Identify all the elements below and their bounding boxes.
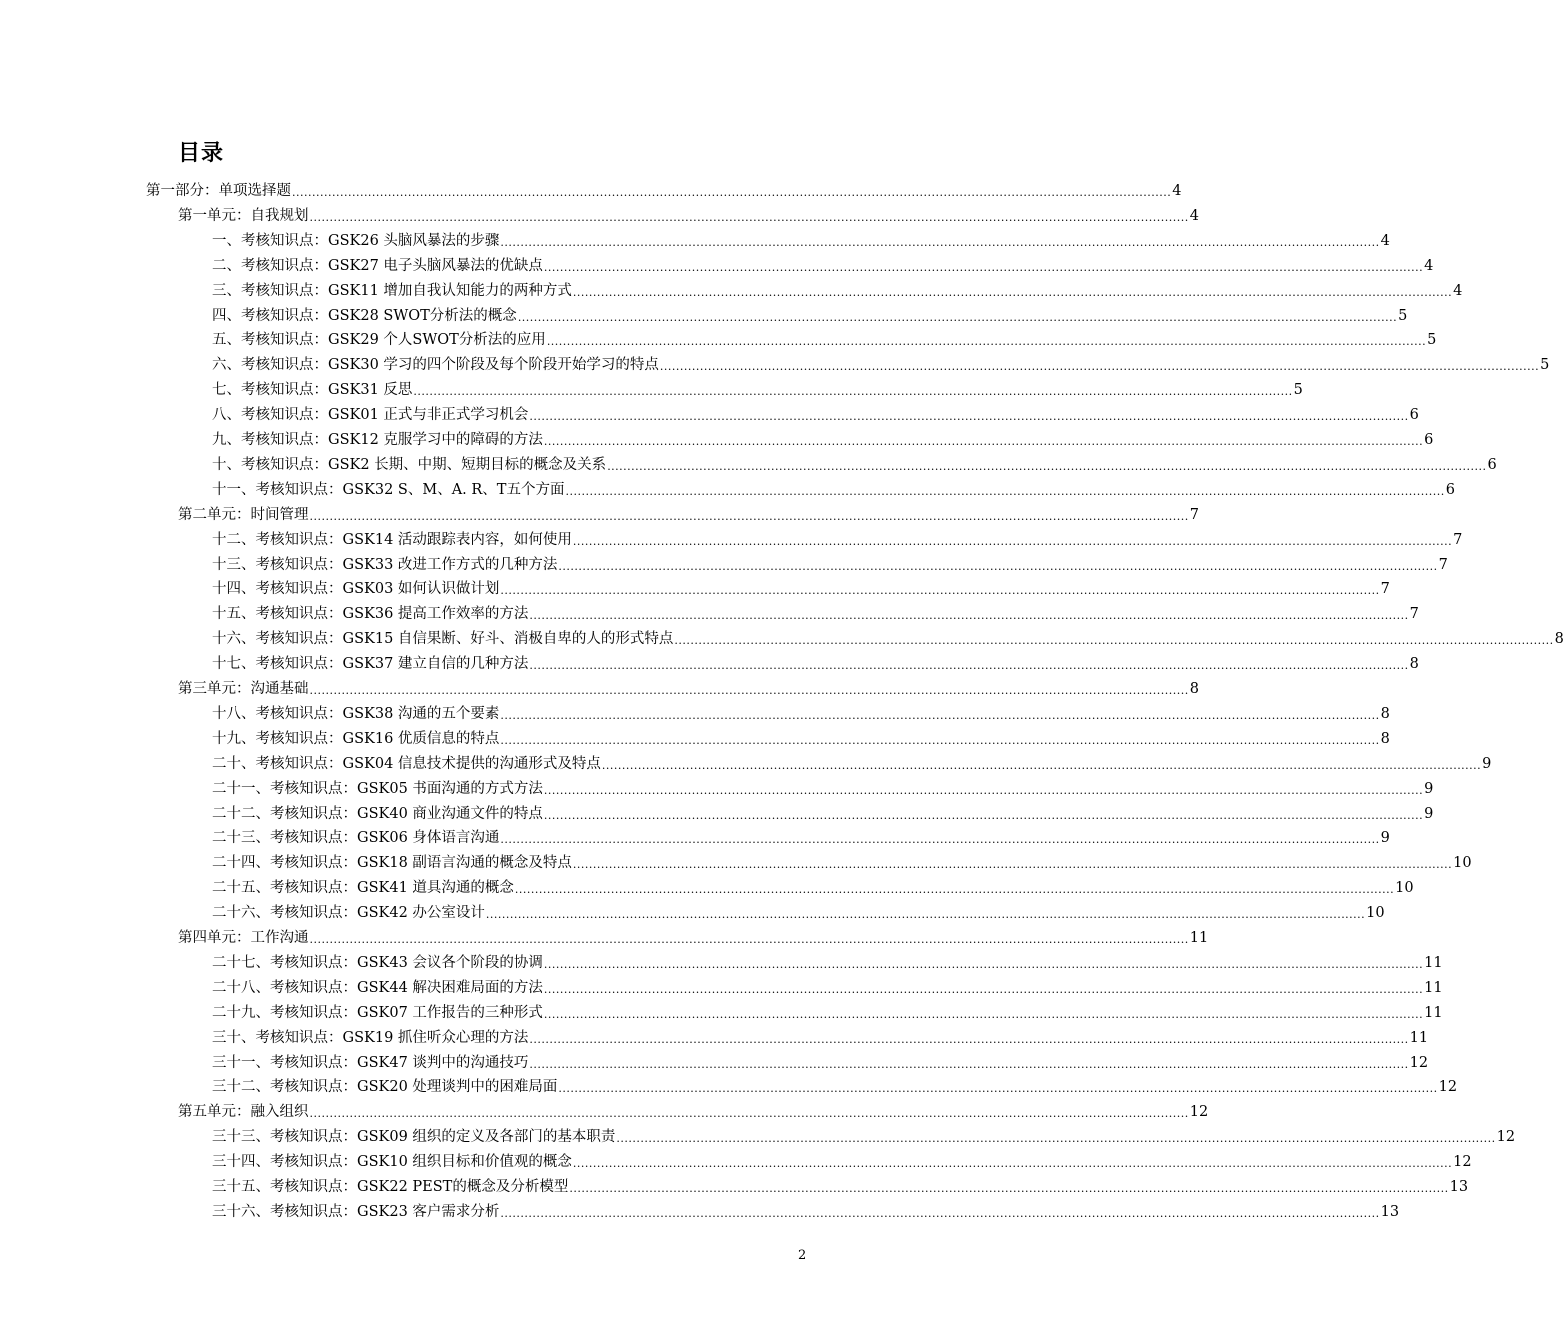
toc-leader-dots: ............................................................................................................................................................................................................................	[413, 385, 1293, 399]
toc-leader-dots: ............................................................................................................................................................................................................................	[572, 1157, 1453, 1171]
toc-entry-label: 三十六、考核知识点：GSK23 客户需求分析	[212, 1203, 500, 1220]
toc-entry-page: 13	[1380, 1203, 1400, 1220]
toc-entry[interactable]	[212, 948, 1443, 972]
toc-entry-label: 三十三、考核知识点：GSK09 组织的定义及各部门的基本职责	[212, 1129, 616, 1146]
toc-entry[interactable]	[212, 1072, 1458, 1096]
toc-entry-label: 三十五、考核知识点：GSK22 PEST的概念及分析模型	[212, 1179, 569, 1195]
toc-leader-dots: ............................................................................................................................................................................................................................	[546, 335, 1427, 349]
toc-entry-label: 第二单元：时间管理	[178, 506, 309, 523]
toc-entry-page: 7	[1189, 506, 1199, 523]
toc-entry-label: 九、考核知识点：GSK12 克服学习中的障碍的方法	[212, 432, 543, 448]
toc-entry[interactable]	[212, 649, 1419, 673]
toc-entry-page: 11	[1424, 1004, 1443, 1021]
toc-leader-dots: ............................................................................................................................................................................................................................	[543, 982, 1424, 996]
toc-entry-label: 三十二、考核知识点：GSK20 处理谈判中的困难局面	[212, 1079, 558, 1096]
toc-entry-label: 十、考核知识点：GSK2 长期、中期、短期目标的概念及关系	[212, 456, 607, 473]
toc-entry[interactable]	[212, 525, 1463, 549]
toc-entry-page: 13	[1449, 1179, 1469, 1195]
toc-entry-label: 十六、考核知识点：GSK15 自信果断、好斗、消极自卑的人的形式特点	[212, 631, 674, 648]
toc-leader-dots: ............................................................................................................................................................................................................................	[674, 634, 1554, 648]
toc-entry-page: 10	[1366, 905, 1385, 922]
toc-entry[interactable]	[178, 923, 1209, 947]
toc-leader-dots: ............................................................................................................................................................................................................................	[543, 808, 1424, 822]
toc-entry-page: 11	[1424, 979, 1443, 996]
toc-entry-page: 7	[1438, 556, 1448, 573]
toc-entry[interactable]	[212, 375, 1303, 399]
toc-entry[interactable]	[212, 425, 1434, 449]
toc-entry[interactable]	[212, 574, 1390, 598]
toc-entry[interactable]	[212, 998, 1443, 1022]
toc-entry-page: 6	[1445, 481, 1455, 498]
toc-entry-page: 10	[1453, 855, 1472, 872]
toc-entry-label: 第一单元：自我规划	[178, 207, 309, 224]
toc-entry-page: 11	[1409, 1029, 1429, 1046]
toc-entry-page: 12	[1438, 1079, 1458, 1096]
toc-entry-page: 5	[1398, 307, 1408, 324]
toc-leader-dots: ............................................................................................................................................................................................................................	[500, 833, 1380, 847]
toc-leader-dots: ............................................................................................................................................................................................................................	[529, 1057, 1409, 1071]
toc-leader-dots: ............................................................................................................................................................................................................................	[607, 459, 1487, 473]
toc-entry-page: 4	[1189, 207, 1199, 224]
toc-leader-dots: ............................................................................................................................................................................................................................	[500, 584, 1380, 598]
toc-leader-dots: ............................................................................................................................................................................................................................	[601, 758, 1482, 772]
toc-entry[interactable]	[212, 400, 1419, 424]
toc-entry-label: 二十五、考核知识点：GSK41 道具沟通的概念	[212, 880, 514, 897]
toc-entry-label: 三、考核知识点：GSK11 增加自我认知能力的两种方式	[212, 282, 572, 299]
toc-leader-dots: ............................................................................................................................................................................................................................	[572, 534, 1453, 548]
toc-entry-label: 二十六、考核知识点：GSK42 办公室设计	[212, 905, 485, 922]
toc-entry[interactable]	[212, 724, 1390, 748]
toc-entry[interactable]	[212, 799, 1434, 823]
toc-leader-dots: ............................................................................................................................................................................................................................	[558, 1082, 1438, 1096]
toc-leader-dots: ............................................................................................................................................................................................................................	[543, 783, 1424, 797]
toc-leader-dots: ............................................................................................................................................................................................................................	[517, 310, 1398, 324]
toc-leader-dots: ............................................................................................................................................................................................................................	[659, 360, 1540, 374]
toc-leader-dots: ............................................................................................................................................................................................................................	[529, 659, 1409, 673]
toc-entry[interactable]	[212, 226, 1390, 250]
toc-entry-label: 十九、考核知识点：GSK16 优质信息的特点	[212, 730, 500, 747]
toc-entry[interactable]	[212, 475, 1455, 499]
toc-entry[interactable]	[178, 1097, 1209, 1121]
toc-entry-label: 十一、考核知识点：GSK32 S、M、A. R、T五个方面	[212, 481, 565, 498]
toc-entry-page: 9	[1380, 830, 1390, 847]
toc-entry-label: 八、考核知识点：GSK01 正式与非正式学习机会	[212, 407, 529, 424]
toc-leader-dots: ............................................................................................................................................................................................................................	[309, 684, 1189, 697]
toc-entry[interactable]	[212, 251, 1434, 275]
toc-entry[interactable]	[212, 973, 1443, 997]
toc-leader-dots: ............................................................................................................................................................................................................................	[529, 1032, 1409, 1046]
toc-title: 目录	[178, 141, 225, 166]
toc-entry-label: 二十、考核知识点：GSK04 信息技术提供的沟通形式及特点	[212, 755, 601, 772]
toc-entry-page: 4	[1380, 232, 1390, 249]
toc-entry[interactable]	[212, 1048, 1429, 1072]
toc-leader-dots: ............................................................................................................................................................................................................................	[309, 933, 1189, 946]
toc-entry[interactable]	[178, 201, 1199, 225]
toc-entry[interactable]	[212, 774, 1434, 798]
toc-leader-dots: ............................................................................................................................................................................................................................	[543, 260, 1424, 274]
toc-leader-dots: ............................................................................................................................................................................................................................	[309, 509, 1189, 523]
toc-entry-label: 二十一、考核知识点：GSK05 书面沟通的方式方法	[212, 780, 543, 797]
toc-entry[interactable]	[212, 599, 1419, 623]
toc-entry-label: 四、考核知识点：GSK28 SWOT分析法的概念	[212, 307, 517, 324]
toc-entry-label: 一、考核知识点：GSK26 头脑风暴法的步骤	[212, 232, 500, 249]
toc-entry-page: 12	[1453, 1154, 1472, 1171]
toc-entry[interactable]	[212, 301, 1408, 325]
toc-entry[interactable]	[212, 873, 1414, 897]
toc-entry-page: 11	[1424, 954, 1443, 971]
toc-entry-page: 7	[1380, 581, 1390, 598]
toc-entry[interactable]	[212, 1172, 1469, 1196]
toc-entry-page: 4	[1172, 183, 1182, 199]
toc-entry[interactable]	[146, 176, 1182, 200]
toc-entry-page: 6	[1487, 456, 1497, 473]
toc-entry[interactable]	[212, 1023, 1429, 1047]
toc-entry-page: 9	[1424, 805, 1434, 822]
toc-entry-page: 6	[1424, 432, 1434, 448]
toc-entry-page: 9	[1424, 780, 1434, 797]
toc-entry-label: 二十九、考核知识点：GSK07 工作报告的三种形式	[212, 1004, 543, 1021]
toc-entry[interactable]	[212, 749, 1492, 773]
toc-entry[interactable]	[178, 500, 1199, 524]
toc-entry-label: 二十三、考核知识点：GSK06 身体语言沟通	[212, 830, 500, 847]
toc-entry[interactable]	[212, 276, 1463, 300]
toc-leader-dots: ............................................................................................................................................................................................................................	[558, 559, 1438, 573]
toc-leader-dots: ............................................................................................................................................................................................................................	[572, 285, 1453, 299]
toc-entry-page: 8	[1380, 730, 1390, 747]
toc-entry-page: 12	[1496, 1129, 1516, 1146]
toc-entry[interactable]	[212, 1197, 1400, 1221]
toc-entry[interactable]	[212, 1147, 1472, 1171]
toc-entry[interactable]	[212, 898, 1385, 922]
toc-entry-page: 4	[1453, 282, 1463, 299]
toc-leader-dots: ............................................................................................................................................................................................................................	[309, 1107, 1189, 1121]
toc-entry-page: 8	[1554, 631, 1564, 648]
toc-leader-dots: ............................................................................................................................................................................................................................	[500, 1206, 1380, 1220]
toc-entry-label: 二十七、考核知识点：GSK43 会议各个阶段的协调	[212, 954, 543, 971]
toc-entry-label: 十七、考核知识点：GSK37 建立自信的几种方法	[212, 656, 529, 673]
toc-entry-label: 十二、考核知识点：GSK14 活动跟踪表内容，如何使用	[212, 531, 572, 548]
toc-entry-label: 五、考核知识点：GSK29 个人SWOT分析法的应用	[212, 332, 546, 349]
toc-entry-label: 第五单元：融入组织	[178, 1104, 309, 1121]
toc-entry-label: 十四、考核知识点：GSK03 如何认识做计划	[212, 581, 500, 598]
toc-entry-label: 二十八、考核知识点：GSK44 解决困难局面的方法	[212, 979, 543, 996]
page-number: 2	[798, 1248, 807, 1263]
toc-entry[interactable]	[212, 624, 1564, 648]
toc-entry-page: 8	[1189, 681, 1199, 697]
toc-leader-dots: ............................................................................................................................................................................................................................	[500, 733, 1380, 747]
toc-leader-dots: ............................................................................................................................................................................................................................	[572, 858, 1453, 872]
toc-entry-label: 第四单元：工作沟通	[178, 930, 309, 946]
toc-entry-label: 十八、考核知识点：GSK38 沟通的五个要素	[212, 705, 500, 722]
toc-leader-dots: ............................................................................................................................................................................................................................	[514, 883, 1395, 897]
toc-leader-dots: ............................................................................................................................................................................................................................	[309, 210, 1189, 224]
toc-leader-dots: ............................................................................................................................................................................................................................	[565, 484, 1445, 498]
toc-entry-label: 十五、考核知识点：GSK36 提高工作效率的方法	[212, 606, 529, 623]
toc-entry[interactable]	[212, 699, 1390, 723]
toc-leader-dots: ............................................................................................................................................................................................................................	[543, 1007, 1424, 1021]
toc-entry-label: 第一部分：单项选择题	[146, 183, 291, 199]
toc-entry-label: 二、考核知识点：GSK27 电子头脑风暴法的优缺点	[212, 257, 543, 274]
toc-leader-dots: ............................................................................................................................................................................................................................	[543, 435, 1424, 448]
toc-entry-label: 三十、考核知识点：GSK19 抓住听众心理的方法	[212, 1029, 529, 1046]
toc-entry-label: 三十四、考核知识点：GSK10 组织目标和价值观的概念	[212, 1154, 572, 1171]
toc-entry-page: 5	[1540, 357, 1550, 374]
toc-entry[interactable]	[178, 674, 1199, 698]
toc-entry[interactable]	[212, 325, 1437, 349]
toc-entry-page: 9	[1482, 755, 1492, 772]
toc-entry-page: 8	[1409, 656, 1419, 673]
toc-leader-dots: ............................................................................................................................................................................................................................	[529, 609, 1409, 623]
toc-leader-dots: ............................................................................................................................................................................................................................	[485, 908, 1366, 922]
toc-leader-dots: ............................................................................................................................................................................................................................	[543, 957, 1424, 971]
toc-entry-page: 12	[1409, 1054, 1429, 1071]
toc-entry-label: 三十一、考核知识点：GSK47 谈判中的沟通技巧	[212, 1054, 529, 1071]
toc-entry[interactable]	[212, 823, 1390, 847]
toc-entry-label: 二十二、考核知识点：GSK40 商业沟通文件的特点	[212, 805, 543, 822]
toc-entry-page: 7	[1453, 531, 1463, 548]
toc-entry-page: 7	[1409, 606, 1419, 623]
toc-entry-label: 第三单元：沟通基础	[178, 681, 309, 697]
toc-entry-page: 5	[1427, 332, 1437, 349]
toc-entry-page: 10	[1395, 880, 1414, 897]
toc-entry-page: 4	[1424, 257, 1434, 274]
toc-entry[interactable]	[212, 450, 1497, 474]
toc-leader-dots: ............................................................................................................................................................................................................................	[569, 1182, 1449, 1195]
toc-entry-label: 二十四、考核知识点：GSK18 副语言沟通的概念及特点	[212, 855, 572, 872]
toc-entry-page: 11	[1189, 930, 1209, 946]
toc-entry[interactable]	[212, 350, 1550, 374]
toc-entry-page: 12	[1189, 1104, 1209, 1121]
toc-entry[interactable]	[212, 1122, 1516, 1146]
toc-leader-dots: ............................................................................................................................................................................................................................	[500, 708, 1380, 722]
toc-entry-label: 十三、考核知识点：GSK33 改进工作方式的几种方法	[212, 556, 558, 573]
toc-leader-dots: ............................................................................................................................................................................................................................	[292, 186, 1172, 199]
toc-entry[interactable]	[212, 550, 1448, 574]
toc-leader-dots: ............................................................................................................................................................................................................................	[616, 1132, 1496, 1146]
toc-entry-label: 六、考核知识点：GSK30 学习的四个阶段及每个阶段开始学习的特点	[212, 357, 659, 374]
toc-entry-page: 5	[1293, 382, 1303, 399]
toc-leader-dots: ............................................................................................................................................................................................................................	[500, 235, 1380, 249]
toc-entry-page: 8	[1380, 705, 1390, 722]
toc-leader-dots: ............................................................................................................................................................................................................................	[529, 410, 1409, 424]
toc-entry[interactable]	[212, 848, 1472, 872]
toc-entry-page: 6	[1409, 407, 1419, 424]
toc-entry-label: 七、考核知识点：GSK31 反思	[212, 382, 413, 399]
